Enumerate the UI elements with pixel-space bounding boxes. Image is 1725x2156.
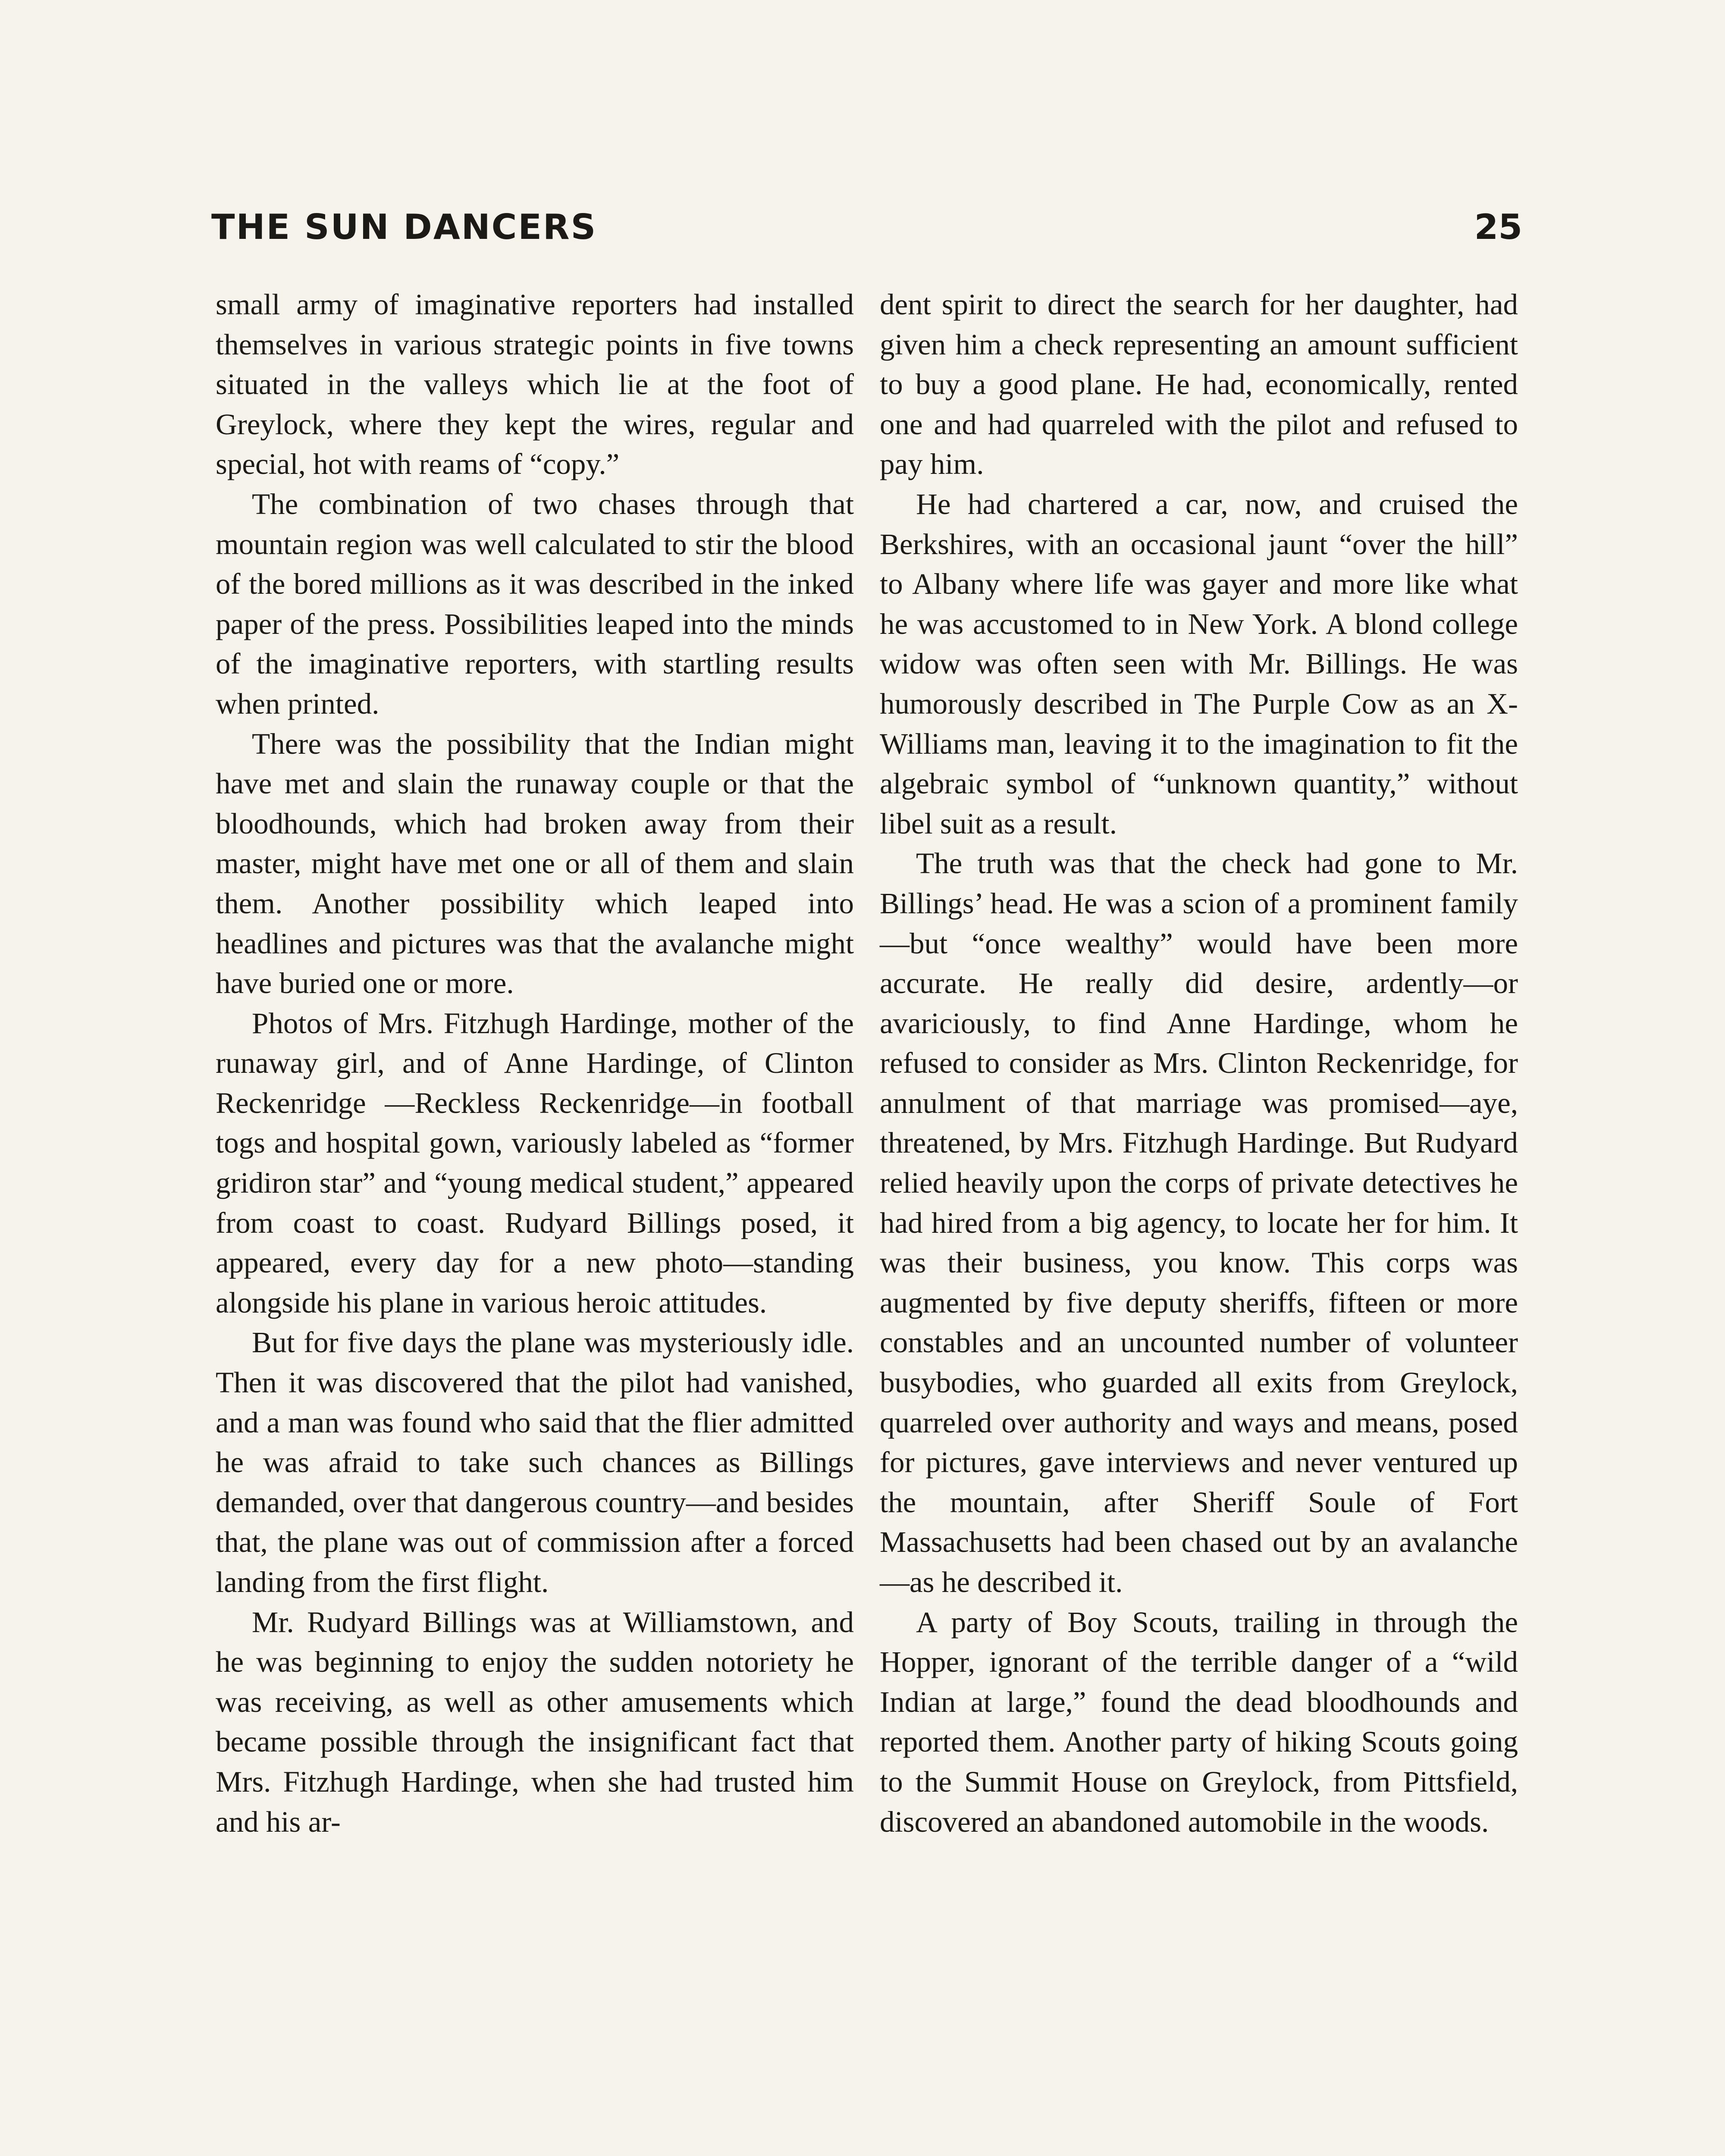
paragraph: He had chartered a car, now, and cruised the Berkshires, with an occasional jaunt “over the hill” to Albany where life was gayer and more like what he was accustomed to in New York. A blond college widow was often seen with Mr. Billings. He was humorously described in The Purple Cow as an X-Williams man, leaving it to the imagination to fit the algebraic symbol of “unknown quantity,” without libel suit as a result. bbox=[880, 487, 1518, 840]
page-number: 25 bbox=[1474, 207, 1522, 247]
paragraph: Photos of Mrs. Fitzhugh Hardinge, mother of the runaway girl, and of Anne Hardinge, of Clinton Reckenridge —Reckless Reckenridge—in football togs and hospital gown, variously labeled as “former gridiron star” and “young medical student,” appeared from coast to coast. Rudyard Billings posed, it appeared, every day for a new photo—standing alongside his plane in various heroic attitudes. bbox=[216, 1006, 854, 1319]
paragraph: small army of imaginative reporters had installed themselves in various strategic points in five towns situated in the valleys which lie at the foot of Greylock, where they kept the wires, regular and special, hot with reams of “copy.” bbox=[216, 288, 854, 481]
paragraph: The combination of two chases through that mountain region was well calculated to stir the blood of the bored millions as it was described in the inked paper of the press. Possibilities leaped into the minds of the imaginative reporters, with startling results when printed. bbox=[216, 487, 854, 720]
paragraph: There was the possibility that the Indian might have met and slain the runaway couple or that the bloodhounds, which had broken away from their master, might have met one or all of them and slain them. Another possibility which leaped into headlines and pictures was that the avalanche might have buried one or more. bbox=[216, 727, 854, 1000]
running-title: THE SUN DANCERS bbox=[211, 207, 597, 247]
text-column-right bbox=[880, 285, 1518, 1842]
text-column-left bbox=[216, 285, 854, 1842]
paragraph: dent spirit to direct the search for her daughter, had given him a check representing an amount sufficient to buy a good plane. He had, economically, rented one and had quarreled with the pilot and refused to pay him. bbox=[880, 288, 1518, 481]
paragraph: Mr. Rudyard Billings was at Williamstown, and he was beginning to enjoy the sudden notoriety he was receiving, as well as other amusements which became possible through the insignificant fact that Mrs. Fitzhugh Hardinge, when she had trusted him and his ar- bbox=[216, 1605, 854, 1838]
paragraph: The truth was that the check had gone to Mr. Billings’ head. He was a scion of a prominent family—but “once wealthy” would have been more accurate. He really did desire, ardently—or avariciously, to find Anne Hardinge, whom he refused to consider as Mrs. Clinton Reckenridge, for annulment of that marriage was promised—aye, threatened, by Mrs. Fitzhugh Hardinge. But Rudyard relied heavily upon the corps of private detectives he had hired from a big agency, to locate her for him. It was their business, you know. This corps was augmented by five deputy sheriffs, fifteen or more constables and an uncounted number of volunteer busybodies, who guarded all exits from Greylock, quarreled over authority and ways and means, posed for pictures, gave interviews and never ventured up the mountain, after Sheriff Soule of Fort Massachusetts had been chased out by an avalanche—as he described it. bbox=[880, 847, 1518, 1598]
page-header bbox=[211, 207, 1522, 263]
paragraph: But for five days the plane was mysteriously idle. Then it was discovered that the pilot had vanished, and a man was found who said that the flier admitted he was afraid to take such chances as Billings demanded, over that dangerous country—and besides that, the plane was out of commission after a forced landing from the first flight. bbox=[216, 1326, 854, 1598]
paragraph: A party of Boy Scouts, trailing in through the Hopper, ignorant of the terrible danger of a “wild Indian at large,” found the dead bloodhounds and reported them. Another party of hiking Scouts going to the Summit House on Greylock, from Pittsfield, discovered an abandoned automobile in the woods. bbox=[880, 1605, 1518, 1838]
